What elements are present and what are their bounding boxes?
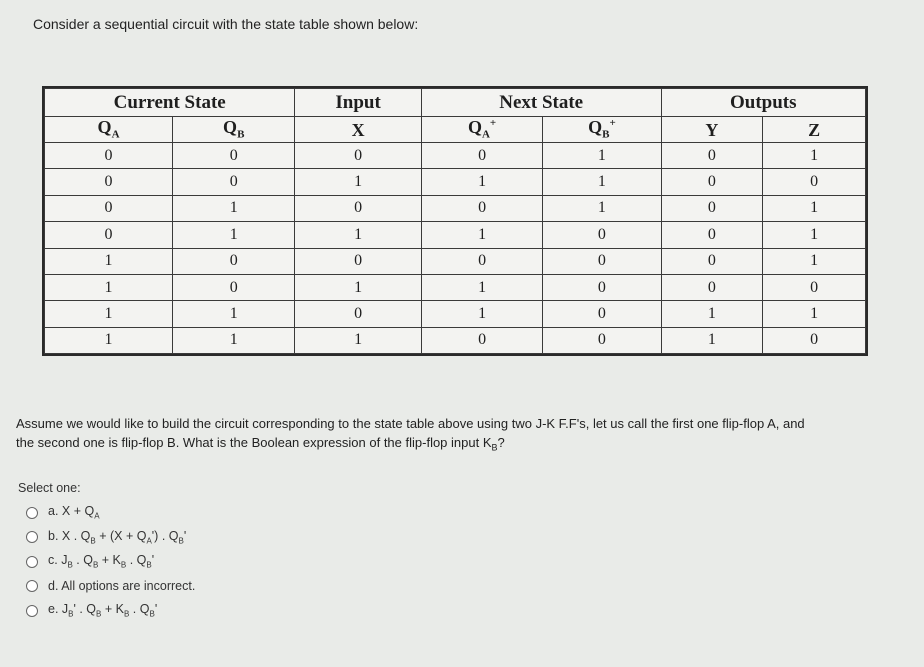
header-qb: $Q_B$: [173, 117, 295, 143]
cell: 0: [45, 143, 173, 169]
header-qa: $Q_A$: [45, 117, 173, 143]
cell: 1: [295, 169, 421, 195]
table-row: [45, 248, 866, 274]
cell: 0: [45, 222, 173, 248]
cell: 0: [295, 301, 421, 327]
table-row: [45, 143, 866, 169]
option-c-label: c. $J_B$ . $Q_B + K_B$ . $Q_B'$: [48, 553, 155, 570]
cell: 1: [421, 301, 543, 327]
option-a[interactable]: [26, 505, 195, 520]
cell: 0: [543, 248, 661, 274]
cell: 0: [543, 327, 661, 353]
cell: 1: [543, 143, 661, 169]
table-row: [45, 195, 866, 221]
cell: 1: [173, 222, 295, 248]
cell: 1: [763, 222, 866, 248]
cell: 0: [661, 222, 763, 248]
cell: 1: [295, 222, 421, 248]
cell: 0: [661, 274, 763, 300]
cell: 1: [295, 327, 421, 353]
intro-text: Consider a sequential circuit with the state table shown below:: [33, 16, 419, 32]
table-row: [45, 327, 866, 353]
header-outputs: Outputs: [661, 89, 865, 117]
table-row: [45, 301, 866, 327]
option-e[interactable]: [26, 603, 195, 618]
cell: 1: [421, 222, 543, 248]
header-x: X: [295, 117, 421, 143]
cell: 0: [173, 143, 295, 169]
table-row: [45, 274, 866, 300]
select-one-label: Select one:: [18, 481, 81, 495]
cell: 1: [45, 301, 173, 327]
cell: 1: [421, 169, 543, 195]
question-line-1: Assume we would like to build the circuit corresponding to the state table above using two J-K F.F's, let us call the first one flip-flop A, and: [16, 416, 805, 431]
radio-button-d[interactable]: [26, 580, 38, 592]
cell: 0: [763, 274, 866, 300]
cell: 0: [763, 169, 866, 195]
question-line-2: the second one is flip-flop B. What is the Boolean expression of the flip-flop input $K_B$?: [16, 435, 505, 453]
option-e-label: e. $J_B'$ . $Q_B + K_B$ . $Q_B'$: [48, 602, 158, 619]
radio-button-b[interactable]: [26, 531, 38, 543]
cell: 0: [173, 169, 295, 195]
cell: 0: [543, 301, 661, 327]
cell: 0: [421, 143, 543, 169]
header-y: Y: [661, 117, 763, 143]
state-table-container: [42, 86, 868, 356]
cell: 0: [763, 327, 866, 353]
header-qa-next: $Q_A^+$: [421, 117, 543, 143]
header-input: Input: [295, 89, 421, 117]
cell: 0: [543, 274, 661, 300]
cell: 0: [661, 169, 763, 195]
header-qb-next: $Q_B^+$: [543, 117, 661, 143]
header-z: Z: [763, 117, 866, 143]
option-c[interactable]: [26, 554, 195, 569]
cell: 0: [543, 222, 661, 248]
answer-options: [26, 505, 195, 628]
option-b[interactable]: [26, 530, 195, 545]
option-a-label: a. $X + Q_A$: [48, 504, 100, 521]
cell: 1: [543, 169, 661, 195]
cell: 0: [295, 143, 421, 169]
cell: 0: [45, 169, 173, 195]
radio-button-c[interactable]: [26, 556, 38, 568]
cell: 1: [763, 195, 866, 221]
table-row: [45, 169, 866, 195]
cell: 1: [173, 301, 295, 327]
cell: 0: [661, 195, 763, 221]
cell: 1: [763, 143, 866, 169]
option-d-label: d. All options are incorrect.: [48, 579, 196, 593]
option-d[interactable]: [26, 579, 195, 594]
question-text: [16, 414, 896, 458]
cell: 0: [173, 248, 295, 274]
radio-button-a[interactable]: [26, 507, 38, 519]
header-current-state: Current State: [45, 89, 295, 117]
cell: 0: [661, 143, 763, 169]
cell: 0: [421, 327, 543, 353]
option-b-label: b. X . $Q_B + (X + Q_A')$ . $Q_B'$: [48, 528, 187, 546]
cell: 1: [173, 327, 295, 353]
state-table: [44, 88, 866, 354]
cell: 1: [763, 248, 866, 274]
cell: 1: [173, 195, 295, 221]
cell: 1: [763, 301, 866, 327]
cell: 1: [661, 301, 763, 327]
cell: 0: [295, 248, 421, 274]
cell: 1: [45, 327, 173, 353]
cell: 1: [295, 274, 421, 300]
table-row: [45, 222, 866, 248]
cell: 0: [661, 248, 763, 274]
radio-button-e[interactable]: [26, 605, 38, 617]
cell: 1: [45, 248, 173, 274]
header-next-state: Next State: [421, 89, 661, 117]
cell: 0: [45, 195, 173, 221]
cell: 0: [173, 274, 295, 300]
cell: 0: [421, 195, 543, 221]
cell: 1: [45, 274, 173, 300]
cell: 1: [661, 327, 763, 353]
cell: 1: [543, 195, 661, 221]
cell: 0: [295, 195, 421, 221]
cell: 1: [421, 274, 543, 300]
cell: 0: [421, 248, 543, 274]
